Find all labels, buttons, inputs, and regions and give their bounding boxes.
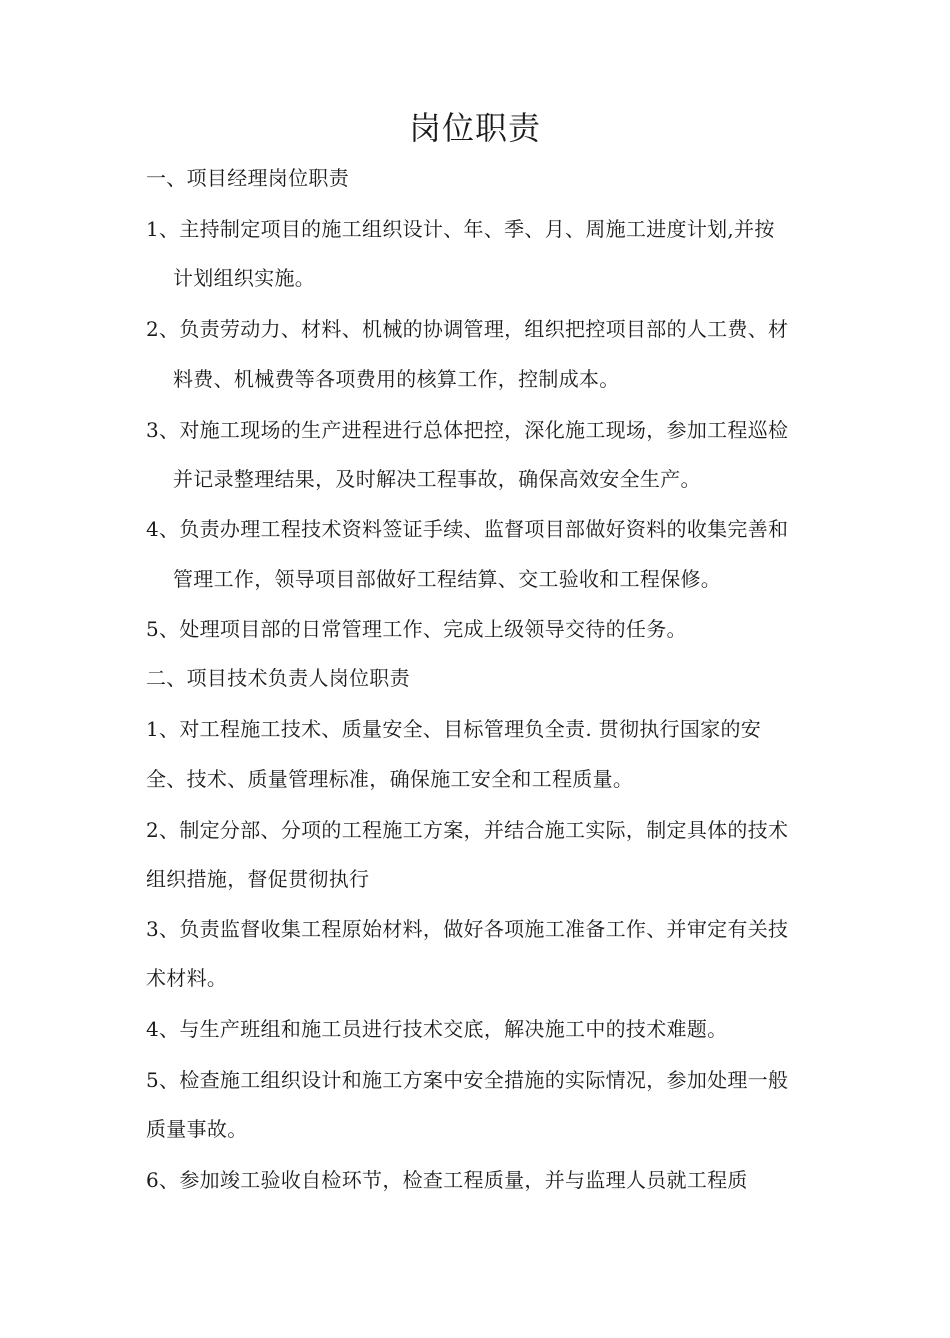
pm-item-2-line-1: 2、负责劳动力、材料、机械的协调管理，组织把控项目部的人工费、材 xyxy=(146,317,789,341)
tl-item-5-line-2: 质量事故。 xyxy=(146,1117,248,1141)
section-heading-project-manager: 一、项目经理岗位职责 xyxy=(146,166,349,190)
section-heading-technical-lead: 二、项目技术负责人岗位职责 xyxy=(146,666,410,690)
pm-item-1-line-1: 1、主持制定项目的施工组织设计、年、季、月、周施工进度计划,并按 xyxy=(146,217,775,241)
tl-item-4-line-1: 4、与生产班组和施工员进行技术交底，解决施工中的技术难题。 xyxy=(146,1017,728,1041)
pm-item-5-line-1: 5、处理项目部的日常管理工作、完成上级领导交待的任务。 xyxy=(146,617,687,641)
tl-item-1-line-1: 1、对工程施工技术、质量安全、目标管理负全责. 贯彻执行国家的安 xyxy=(146,717,762,741)
tl-item-1-line-2: 全、技术、质量管理标准，确保施工安全和工程质量。 xyxy=(146,767,634,791)
tl-item-3-line-2: 术材料。 xyxy=(146,966,228,990)
tl-item-3-line-1: 3、负责监督收集工程原始材料，做好各项施工准备工作、并审定有关技 xyxy=(146,917,789,941)
pm-item-3-line-2: 并记录整理结果，及时解决工程事故，确保高效安全生产。 xyxy=(173,467,701,491)
pm-item-1-line-2: 计划组织实施。 xyxy=(173,266,316,290)
pm-item-4-line-1: 4、负责办理工程技术资料签证手续、监督项目部做好资料的收集完善和 xyxy=(146,517,789,541)
tl-item-2-line-2: 组织措施，督促贯彻执行 xyxy=(146,867,370,891)
pm-item-2-line-2: 料费、机械费等各项费用的核算工作，控制成本。 xyxy=(173,367,620,391)
pm-item-4-line-2: 管理工作，领导项目部做好工程结算、交工验收和工程保修。 xyxy=(173,567,722,591)
pm-item-3-line-1: 3、对施工现场的生产进程进行总体把控，深化施工现场，参加工程巡检 xyxy=(146,418,789,442)
tl-item-5-line-1: 5、检查施工组织设计和施工方案中安全措施的实际情况，参加处理一般 xyxy=(146,1068,789,1092)
tl-item-2-line-1: 2、制定分部、分项的工程施工方案，并结合施工实际，制定具体的技术 xyxy=(146,818,789,842)
tl-item-6-line-1: 6、参加竣工验收自检环节，检查工程质量，并与监理人员就工程质 xyxy=(146,1168,748,1192)
page-title: 岗位职责 xyxy=(408,109,541,147)
